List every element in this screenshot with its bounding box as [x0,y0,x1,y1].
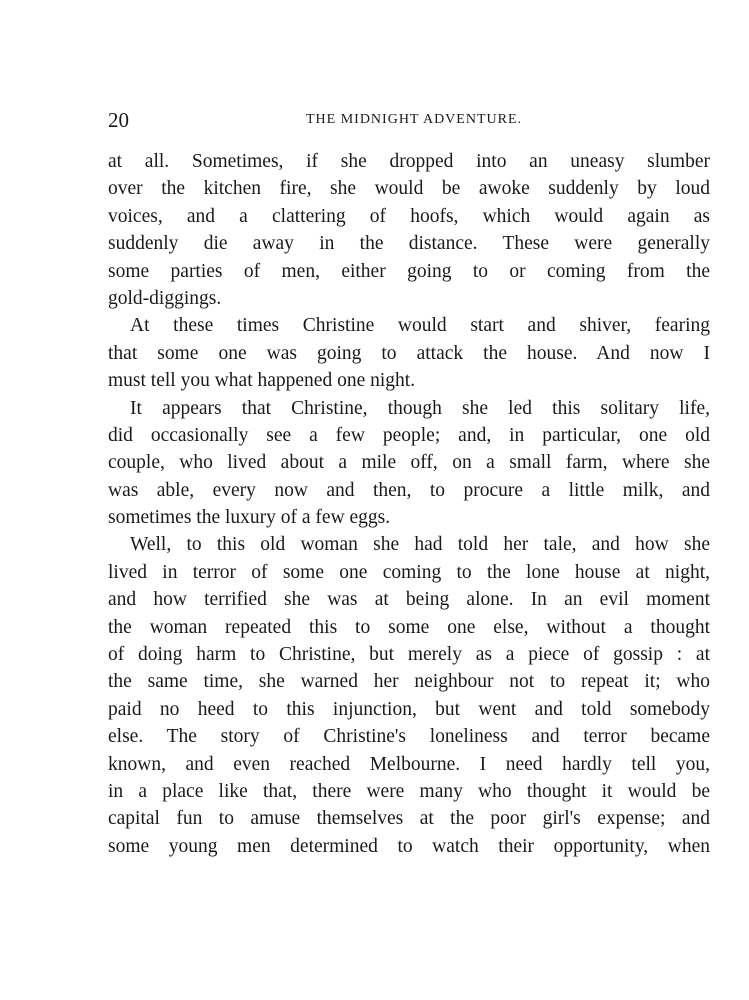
paragraph [108,148,710,312]
page-header [108,108,710,136]
page-number: 20 [108,108,129,132]
text-line: in a place like that, there were many who thought it would be [108,780,710,802]
text-line: known, and even reached Melbourne. I need hardly tell you, [108,753,710,775]
paragraph [108,312,710,394]
text-line: gold-diggings. [108,287,222,309]
text-line: Well, to this old woman she had told her tale, and how she [130,534,710,556]
text-line: capital fun to amuse themselves at the poor girl's expense; and [108,808,710,830]
text-line: At these times Christine would start and shiver, fearing [130,315,710,337]
text-line: sometimes the luxury of a few eggs. [108,507,391,529]
text-line: must tell you what happened one night. [108,370,416,392]
text-line: lived in terror of some one coming to the lone house at night, [108,561,710,583]
text-line: some young men determined to watch their opportunity, when [108,835,710,857]
text-line: paid no heed to this injunction, but went and told somebody [108,698,710,720]
running-title: THE MIDNIGHT ADVENTURE. [306,112,522,127]
text-line: that some one was going to attack the house. And now I [108,342,710,364]
text-line: suddenly die away in the distance. These were generally [108,233,710,255]
paragraph [108,395,710,532]
text-line: the same time, she warned her neighbour not to repeat it; who [108,671,710,693]
text-line: the woman repeated this to some one else, without a thought [108,616,710,638]
text-line: of doing harm to Christine, but merely as a piece of gossip : at [108,644,710,666]
text-line: couple, who lived about a mile off, on a small farm, where she [108,452,710,474]
paragraph [108,531,710,860]
text-line: some parties of men, either going to or coming from the [108,260,710,282]
text-line: was able, every now and then, to procure a little milk, and [108,479,710,501]
text-line: It appears that Christine, though she led this solitary life, [130,397,710,419]
text-line: voices, and a clattering of hoofs, which would again as [108,205,710,227]
text-line: over the kitchen fire, she would be awoke suddenly by loud [108,178,710,200]
body-text [108,148,710,860]
text-line: else. The story of Christine's loneliness and terror became [108,726,710,748]
text-line: did occasionally see a few people; and, in particular, one old [108,424,710,446]
text-line: at all. Sometimes, if she dropped into an uneasy slumber [108,151,710,172]
text-line: and how terrified she was at being alone. In an evil moment [108,589,710,611]
